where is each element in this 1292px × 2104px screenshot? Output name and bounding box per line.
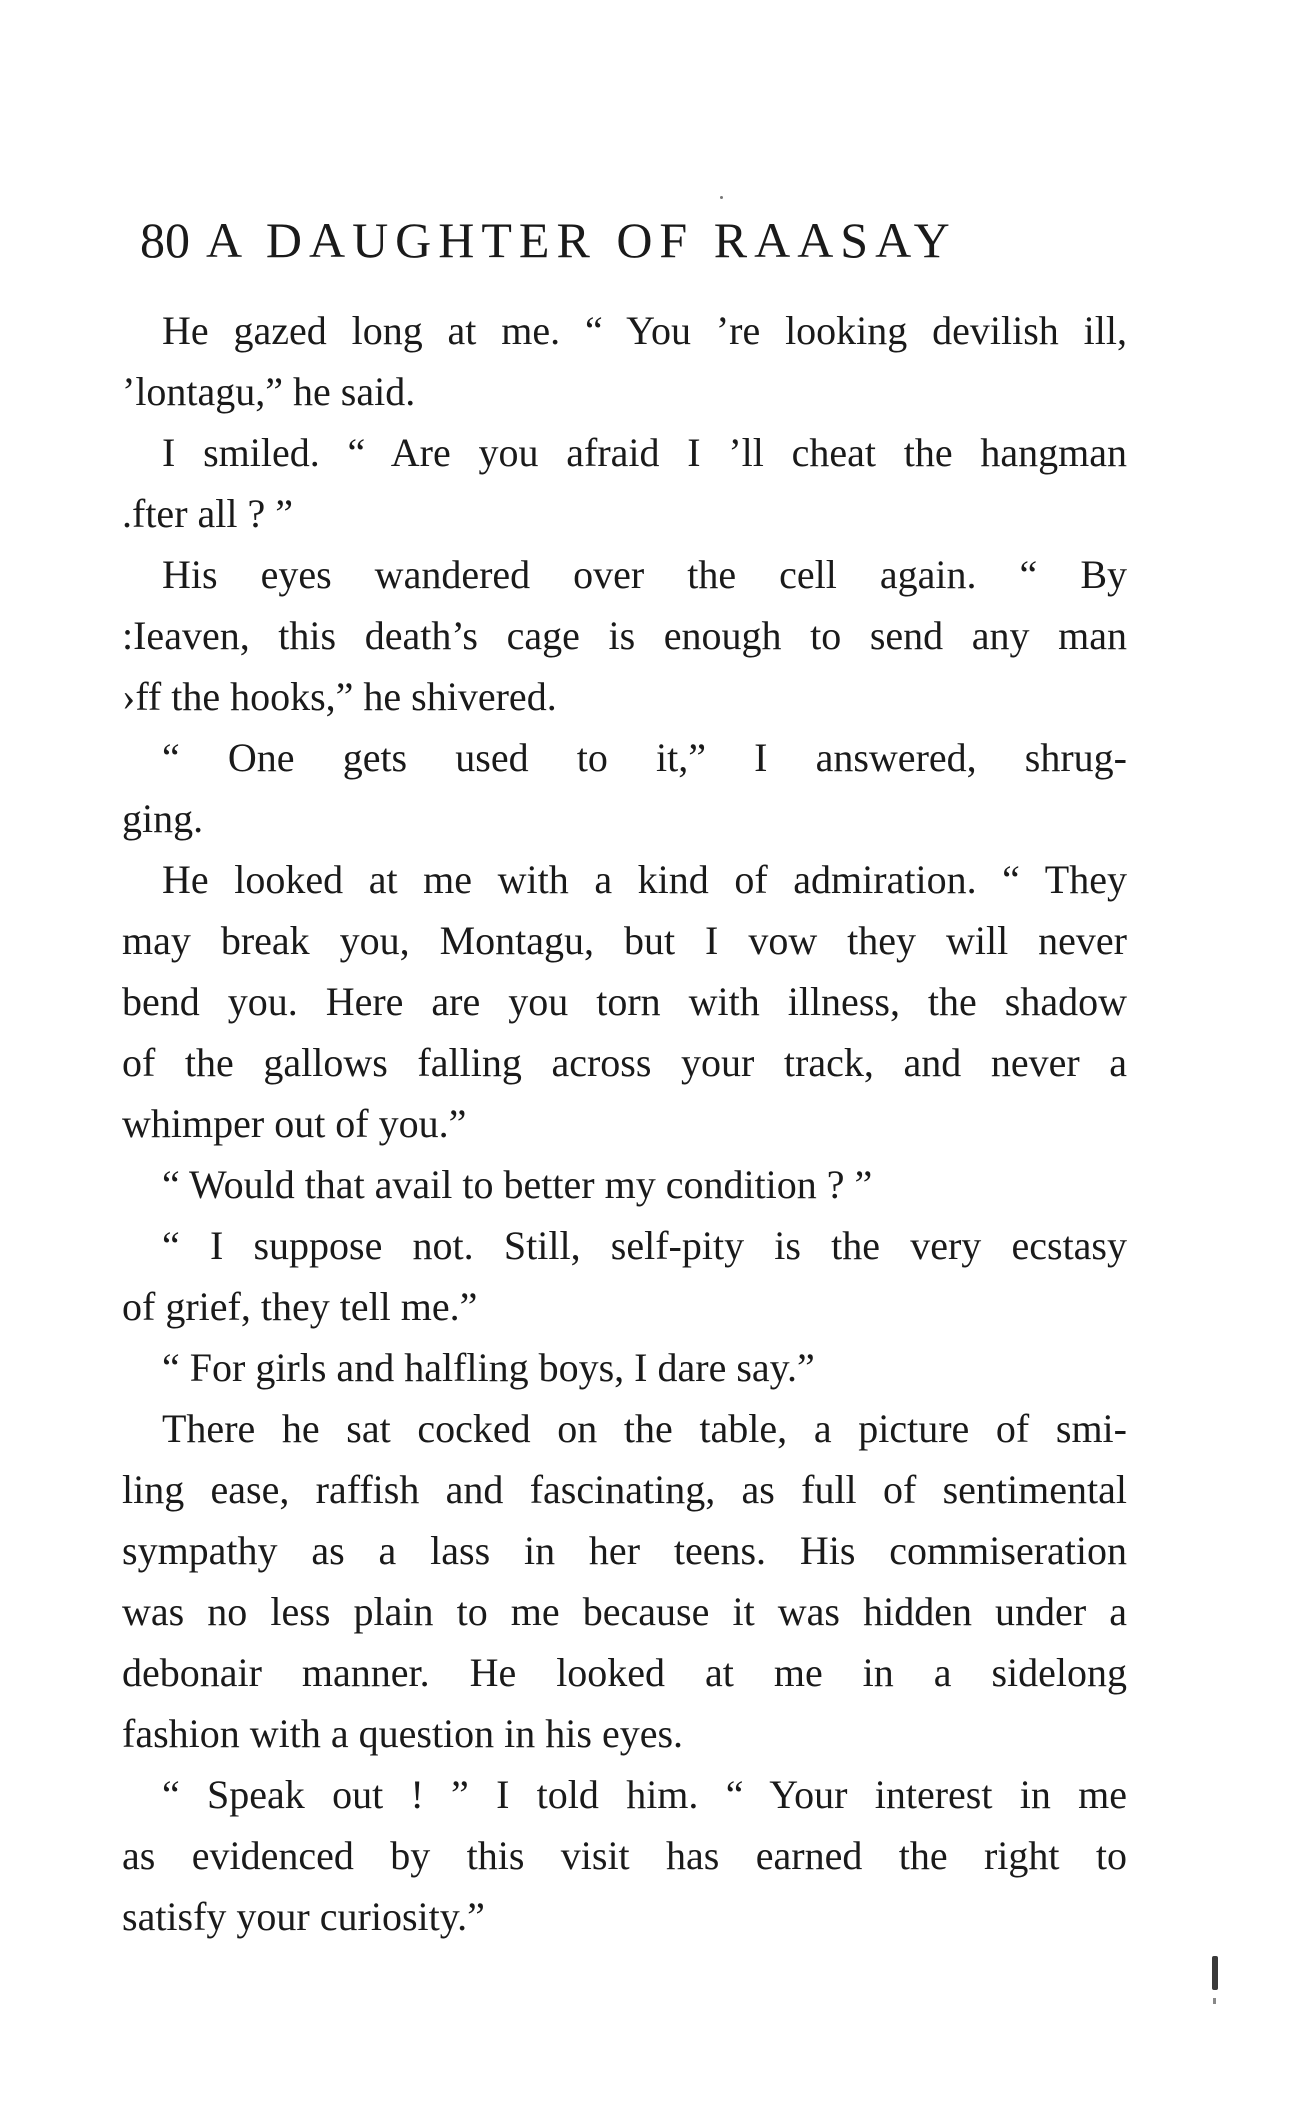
text-line: “ One gets used to it,” I answered, shrug- xyxy=(162,735,1127,780)
running-title: A DAUGHTER OF RAASAY xyxy=(206,212,957,268)
text-line: of the gallows falling across your track, and never a xyxy=(122,1040,1127,1085)
text-line: His eyes wandered over the cell again. “ By xyxy=(162,552,1127,597)
text-line: may break you, Montagu, but I vow they will never xyxy=(122,918,1127,963)
text-line: .fter all ? ” xyxy=(122,491,293,536)
margin-mark xyxy=(1212,1956,1218,1990)
text-line: sympathy as a lass in her teens. His commiseration xyxy=(122,1528,1127,1573)
text-line: as evidenced by this visit has earned the right to xyxy=(122,1833,1127,1878)
text-line: fashion with a question in his eyes. xyxy=(122,1711,684,1756)
page-speck xyxy=(720,196,723,199)
text-line: whimper out of you.” xyxy=(122,1101,467,1146)
text-line: I smiled. “ Are you afraid I ’ll cheat the hangman xyxy=(162,430,1127,475)
text-line: “ Would that avail to better my condition ? ” xyxy=(162,1162,873,1207)
text-line: There he sat cocked on the table, a picture of smi- xyxy=(162,1406,1127,1451)
body-text xyxy=(122,300,1127,1947)
text-line: debonair manner. He looked at me in a sidelong xyxy=(122,1650,1127,1695)
text-line: ling ease, raffish and fascinating, as full of sentimental xyxy=(122,1467,1127,1512)
text-line: :Ieaven, this death’s cage is enough to send any man xyxy=(122,613,1127,658)
text-line: “ I suppose not. Still, self-pity is the very ecstasy xyxy=(162,1223,1127,1268)
page-number: 80 xyxy=(140,212,190,268)
text-line: ›ff the hooks,” he shivered. xyxy=(122,674,557,719)
text-line: He looked at me with a kind of admiration. “ They xyxy=(162,857,1127,902)
margin-mark-dot xyxy=(1213,1998,1216,2004)
text-line: He gazed long at me. “ You ’re looking devilish ill, xyxy=(162,308,1127,353)
text-line: was no less plain to me because it was hidden under a xyxy=(122,1589,1127,1634)
text-line: ’lontagu,” he said. xyxy=(122,369,416,414)
text-line: “ Speak out ! ” I told him. “ Your interest in me xyxy=(162,1772,1127,1817)
text-line: bend you. Here are you torn with illness, the shadow xyxy=(122,979,1127,1024)
text-line: satisfy your curiosity.” xyxy=(122,1894,485,1939)
running-head xyxy=(140,210,1140,270)
text-line: “ For girls and halfling boys, I dare say.” xyxy=(162,1345,815,1390)
text-line: of grief, they tell me.” xyxy=(122,1284,478,1329)
text-line: ging. xyxy=(122,796,204,841)
